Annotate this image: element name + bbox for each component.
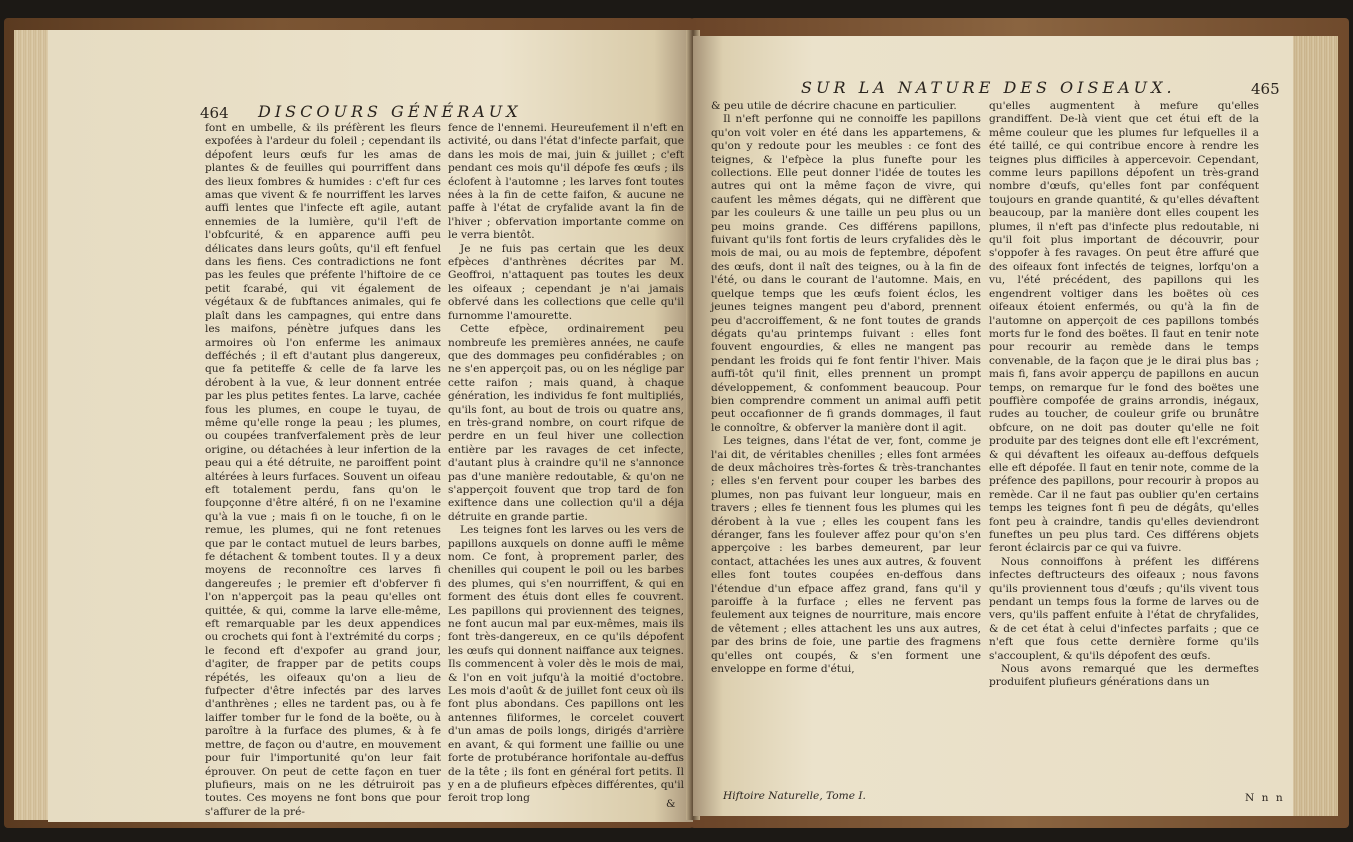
right-folio: 465 [1251,80,1280,98]
left-column-1 [205,122,441,818]
page-edges-right [1290,36,1338,816]
right-column-1 [711,100,981,790]
paragraph: font en umbelle, & ils préfèrent les fleurs expofées à l'ardeur du foleil ; cependant ils dépofent leurs œufs fur les amas de plantes & de feuilles qui pourriffent dans des lieux fombres & humides : c'eft fur ces amas que vivent & fe nourriffent les larves auffi lentes que l'infecte eft agile, autant ennemies de la lumière, qu'il l'eft de l'obfcurité, & en apparence auffi peu délicates dans leurs goûts, qu'il eft fenfuel dans les fiens. Ces contradictions ne font pas les feules que préfente l'hiftoire de ce petit fcarabé, qui vit également de végétaux & de fubftances animales, qui fe plaît dans les campagnes, qui entre dans les maifons, pénètre jufques dans les armoires où l'on enferme les animaux defféchés ; il eft d'autant plus dangereux, que fa petiteffe & celle de fa larve les dérobent à la vue, & leur donnent entrée par les plus petites fentes. La larve, cachée fous les plumes, en coupe le tuyau, de même qu'elle ronge la peau ; les plumes, ou coupées tranfverfalement près de leur origine, ou détachées à leur infertion de la peau qui a été détruite, ne paroiffent point altérées à leurs furfaces. Souvent un oifeau eft totalement perdu, fans qu'on le foupçonne d'être altéré, fi on ne l'examine qu'à la vue ; mais fi on le touche, fi on le remue, les plumes, qui ne font retenues que par le contact mutuel de leurs barbes, fe détachent & tombent toutes. Il y a deux moyens de reconnoître ces larves fi dangereufes ; le premier eft d'obferver fi l'on n'apperçoit pas la peau qu'elles ont quittée, & qui, comme la larve elle-même, eft remarquable par les deux appendices ou crochets qui font à l'extrémité du corps ; le fecond eft d'expofer au grand jour, d'agiter, de frapper par de petits coups répétés, les oifeaux qu'on a lieu de fufpecter d'être infectés par des larves d'anthrènes ; elles ne tardent pas, ou à fe laiffer tomber fur le fond de la boëte, ou à paroître à la furface des plumes, & à fe mettre, de façon ou d'autre, en mouvement pour fuir l'importunité qu'on leur fait éprouver. On peut de cette façon en tuer plufieurs, mais on ne les détruiroit pas toutes. Ces moyens ne font bons que pour s'affurer de la pré- [205,122,441,818]
left-catchword: & [666,798,676,810]
right-footer-title: Hiftoire Naturelle, Tome I. [723,790,866,802]
left-head-title: DISCOURS GÉNÉRAUX [258,102,522,121]
left-column-2 [448,122,684,808]
left-page [48,30,693,822]
paragraph: fence de l'ennemi. Heureufement il n'eft en activité, ou dans l'état d'infecte parfait, que dans les mois de mai, juin & juillet ; c'eft pendant ces mois qu'il dépofe fes œufs ; ils éclofent à l'automne ; les larves font toutes nées à la fin de cette faifon, & aucune ne paffe à l'état de cryfalide avant la fin de l'hiver ; obfervation importante comme on le verra bientôt. [448,122,684,242]
paragraph: Nous avons remarqué que les dermeftes produifent plufieurs générations dans un [989,663,1259,689]
paragraph: Il n'eft perfonne qui ne connoiffe les papillons qu'on voit voler en été dans les appartemens, & qu'on y redoute pour les meubles : ce font des teignes, & l'efpèce la plus funefte pour les collections. Elle peut donner l'idée de toutes les autres qui ont la même façon de vivre, qui caufent les mêmes dégats, qui ne diffèrent que par les couleurs & une taille un peu plus ou un peu moins grande. Ces différens papillons, fuivant qu'ils font fortis de leurs cryfalides dès le mois de mai, ou au mois de feptembre, dépofent des œufs, dont il naît des teignes, ou à la fin de l'été, ou dans le courant de l'automne. Mais, en quelque temps que les œufs foient éclos, les jeunes teignes mangent peu d'abord, prennent peu d'accroiffement, & ne font toutes de grands dégats qu'au printemps fuivant : elles font fouvent engourdies, & elles ne mangent pas pendant les froids qui fe font fentir l'hiver. Mais auffi-tôt qu'il finit, elles prennent un prompt développement, & confomment beaucoup. Pour bien comprendre comment un animal auffi petit peut occafionner de fi grands dommages, il faut le connoître, & obferver la manière dont il agit. [711,113,981,434]
right-running-head [693,76,1293,100]
right-signature-mark: N n n [1245,792,1285,804]
left-folio: 464 [200,104,229,122]
right-column-2 [989,100,1259,800]
paragraph: Je ne fuis pas certain que les deux efpèces d'anthrènes décrites par M. Geoffroi, n'attaquent pas toutes les deux les oifeaux ; cependant je n'ai jamais obfervé dans les collections que celle qu'il furnomme l'amourette. [448,242,684,322]
right-page [693,36,1293,816]
left-running-head [48,100,693,124]
right-head-title: SUR LA NATURE DES OISEAUX. [801,78,1176,97]
paragraph: & peu utile de décrire chacune en particulier. [711,100,957,112]
paragraph: Cette efpèce, ordinairement peu nombreufe les premières années, ne caufe que des dommages peu confidérables ; on ne s'en apperçoit pas, ou on les néglige par cette raifon ; mais quand, à chaque génération, les individus fe font multipliés, qu'ils font, au bout de trois ou quatre ans, en très-grand nombre, on court rifque de perdre en un feul hiver une collection entière par les ravages de cet infecte, d'autant plus à craindre qu'il ne s'annonce pas d'une manière redoutable, & qu'on ne s'apperçoit fouvent que trop tard de fon exiftence dans une collection qu'il a déja détruite en grande partie. [448,323,684,523]
paragraph: Les teignes, dans l'état de ver, font, comme je l'ai dit, de véritables chenilles ; elles font armées de deux mâchoires très-fortes & très-tranchantes ; elles s'en fervent pour couper les barbes des plumes, non pas fuivant leur longueur, mais en travers ; elles fe tiennent fous les plumes qui les dérobent à la vue ; elles les coupent fans les déranger, fans les foulever affez pour qu'on s'en apperçoive : les barbes demeurent, par leur contact, attachées les unes aux autres, & fouvent elles font toutes coupées en-deffous dans l'étendue d'un efpace affez grand, fans qu'il y paroiffe à la furface ; elles ne fervent pas feulement aux teignes de nourriture, mais encore de vêtement ; elles attachent les uns aux autres, par des brins de foie, une partie des fragmens qu'elles ont coupés, & s'en forment une enveloppe en forme d'étui, [711,435,981,676]
paragraph: Nous connoiffons à préfent les différens infectes deftructeurs des oifeaux ; nous favons qu'ils proviennent tous d'œufs ; qu'ils vivent tous pendant un temps fous la forme de larves ou de vers, qu'ils paffent enfuite à l'état de chryfalides, & de cet état à celui d'infectes parfaits ; que ce n'eft que fous cette dernière forme qu'ils s'accouplent, & qu'ils dépofent des œufs. [989,555,1259,662]
paragraph: qu'elles augmentent à mefure qu'elles grandiffent. De-là vient que cet étui eft de la même couleur que les plumes fur lefquelles il a été taillé, ce qui contribue encore à rendre les teignes plus difficiles à appercevoir. Cependant, comme leurs papillons dépofent un très-grand nombre d'œufs, qu'elles font par conféquent toujours en grande quantité, & qu'elles dévaftent beaucoup, par la manière dont elles coupent les plumes, il n'eft pas d'infecte plus redoutable, ni qu'il foit plus important de découvrir, pour s'oppofer à fes ravages. On peut être affuré que des oifeaux font infectés de teignes, lorfqu'on a vu, l'été précédent, des papillons qui les engendrent voltiger dans les boëtes où ces oifeaux étoient enfermés, ou qu'à la fin de l'automne on apperçoit de ces papillons tombés morts fur le fond des boëtes. Il faut en tenir note pour recourir au remède dans le temps convenable, de la façon que je le dirai plus bas ; mais fi, fans avoir apperçu de papillons en aucun temps, on remarque fur le fond des boëtes une pouffière compofée de grains arrondis, inégaux, rudes au toucher, de couleur grife ou brunâtre obfcure, on ne doit pas douter qu'elle ne foit produite par des teignes dont elle eft l'excrément, & qui dévaftent les oifeaux au-deffous defquels elle eft dépofée. Il faut en tenir note, comme de la préfence des papillons, pour recourir à propos au remède. Car il ne faut pas oublier qu'en certains temps les teignes font fi peu de dégâts, qu'elles font peu à craindre, tandis qu'elles deviendront funeftes un peu plus tard. Ces différens objets feront éclaircis par ce qui va fuivre. [989,100,1259,555]
paragraph: Les teignes font les larves ou les vers de papillons auxquels on donne auffi le même nom. Ce font, à proprement parler, des chenilles qui coupent le poil ou les barbes des plumes, qui s'en nourriffent, & qui en forment des étuis dont elles fe couvrent. Les papillons qui proviennent des teignes, ne font aucun mal par eux-mêmes, mais ils font très-dangereux, en ce qu'ils dépofent les œufs qui donnent naiffance aux teignes. Ils commencent à voler dès le mois de mai, & l'on en voit jufqu'à la moitié d'octobre. Les mois d'août & de juillet font ceux où ils font plus abondans. Ces papillons ont les antennes filiformes, le corcelet couvert d'un amas de poils longs, dirigés d'arrière en avant, & qui forment une faillie ou une forte de protubérance horifontale au-deffus de la tête ; ils font en général fort petits. Il y en a de plufieurs efpèces différentes, qu'il feroit trop long [448,524,684,805]
